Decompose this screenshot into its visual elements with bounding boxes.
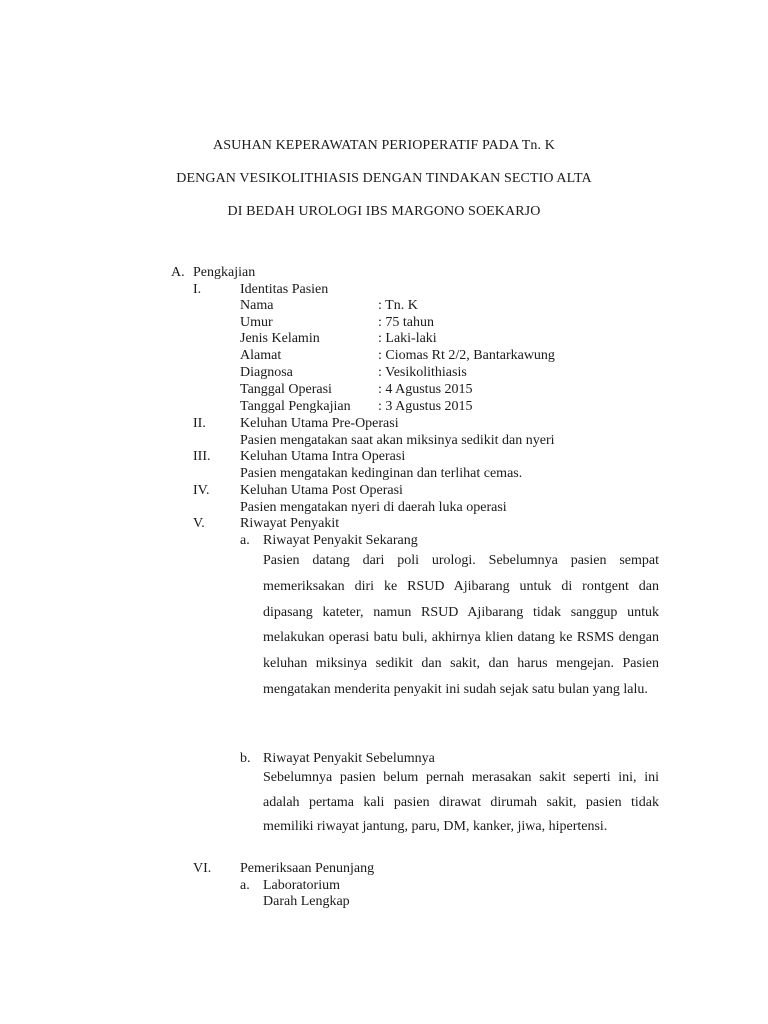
penunjang-heading: Pemeriksaan Penunjang [240, 861, 375, 876]
keluhan-intra-heading: Keluhan Utama Intra Operasi [240, 449, 406, 464]
section-a-heading: Pengkajian [193, 265, 256, 280]
field-label: Nama [240, 298, 274, 313]
riwayat-sebelumnya-paragraph: Sebelumnya pasien belum pernah merasakan sakit seperti ini, ini adalah pertama kali pasien dirawat dirumah sakit, pasien tidak memiliki riwayat jantung, paru, DM, kanker, jiwa, hipertensi. [263, 770, 659, 835]
sub-b-marker: b. [240, 751, 251, 766]
field-value: : Ciomas Rt 2/2, Bantarkawung [378, 348, 555, 363]
item-iii-marker: III. [193, 449, 211, 464]
document-title-line-3: DI BEDAH UROLOGI IBS MARGONO SOEKARJO [227, 204, 541, 219]
sub-a-marker: a. [240, 878, 250, 893]
keluhan-post-heading: Keluhan Utama Post Operasi [240, 483, 403, 498]
riwayat-sebelumnya-heading: Riwayat Penyakit Sebelumnya [263, 751, 435, 766]
riwayat-sekarang-paragraph: Pasien datang dari poli urologi. Sebelumnya pasien sempat memeriksakan diri ke RSUD Ajibarang untuk di rontgent dan dipasang kateter, namun RSUD Ajibarang tidak sanggup untuk melakukan operasi batu buli, akhirnya klien datang ke RSMS dengan keluhan miksinya sedikit dan sakit, dan harus mengejan. Pasien mengatakan menderita penyakit ini sudah sejak satu bulan yang lalu. [263, 553, 659, 697]
identitas-heading: Identitas Pasien [240, 282, 329, 297]
field-value: : 3 Agustus 2015 [378, 399, 473, 414]
field-label: Diagnosa [240, 365, 293, 380]
field-value: : 4 Agustus 2015 [378, 382, 473, 397]
keluhan-intra-text: Pasien mengatakan kedinginan dan terlihat cemas. [240, 466, 523, 481]
item-i-marker: I. [193, 282, 202, 297]
sub-a-marker: a. [240, 533, 250, 548]
field-label: Jenis Kelamin [240, 331, 320, 346]
laboratorium-heading: Laboratorium [263, 878, 340, 893]
field-label: Tanggal Operasi [240, 382, 332, 397]
field-label: Alamat [240, 348, 282, 363]
riwayat-heading: Riwayat Penyakit [240, 516, 340, 531]
document-title-line-1: ASUHAN KEPERAWATAN PERIOPERATIF PADA Tn. K [213, 138, 555, 153]
riwayat-sekarang-heading: Riwayat Penyakit Sekarang [263, 533, 418, 548]
item-iv-marker: IV. [193, 483, 210, 498]
field-label: Umur [240, 315, 273, 330]
field-value: : Vesikolithiasis [378, 365, 467, 380]
field-value: : Laki-laki [378, 331, 437, 346]
field-label: Tanggal Pengkajian [240, 399, 351, 414]
field-value: : 75 tahun [378, 315, 434, 330]
darah-lengkap-label: Darah Lengkap [263, 894, 350, 909]
keluhan-pre-text: Pasien mengatakan saat akan miksinya sedikit dan nyeri [240, 433, 555, 448]
keluhan-pre-heading: Keluhan Utama Pre-Operasi [240, 416, 399, 431]
section-a-marker: A. [171, 265, 185, 280]
item-ii-marker: II. [193, 416, 206, 431]
item-v-marker: V. [193, 516, 205, 531]
keluhan-post-text: Pasien mengatakan nyeri di daerah luka operasi [240, 500, 507, 515]
field-value: : Tn. K [378, 298, 418, 313]
item-vi-marker: VI. [193, 861, 212, 876]
document-title-line-2: DENGAN VESIKOLITHIASIS DENGAN TINDAKAN SECTIO ALTA [176, 171, 592, 186]
